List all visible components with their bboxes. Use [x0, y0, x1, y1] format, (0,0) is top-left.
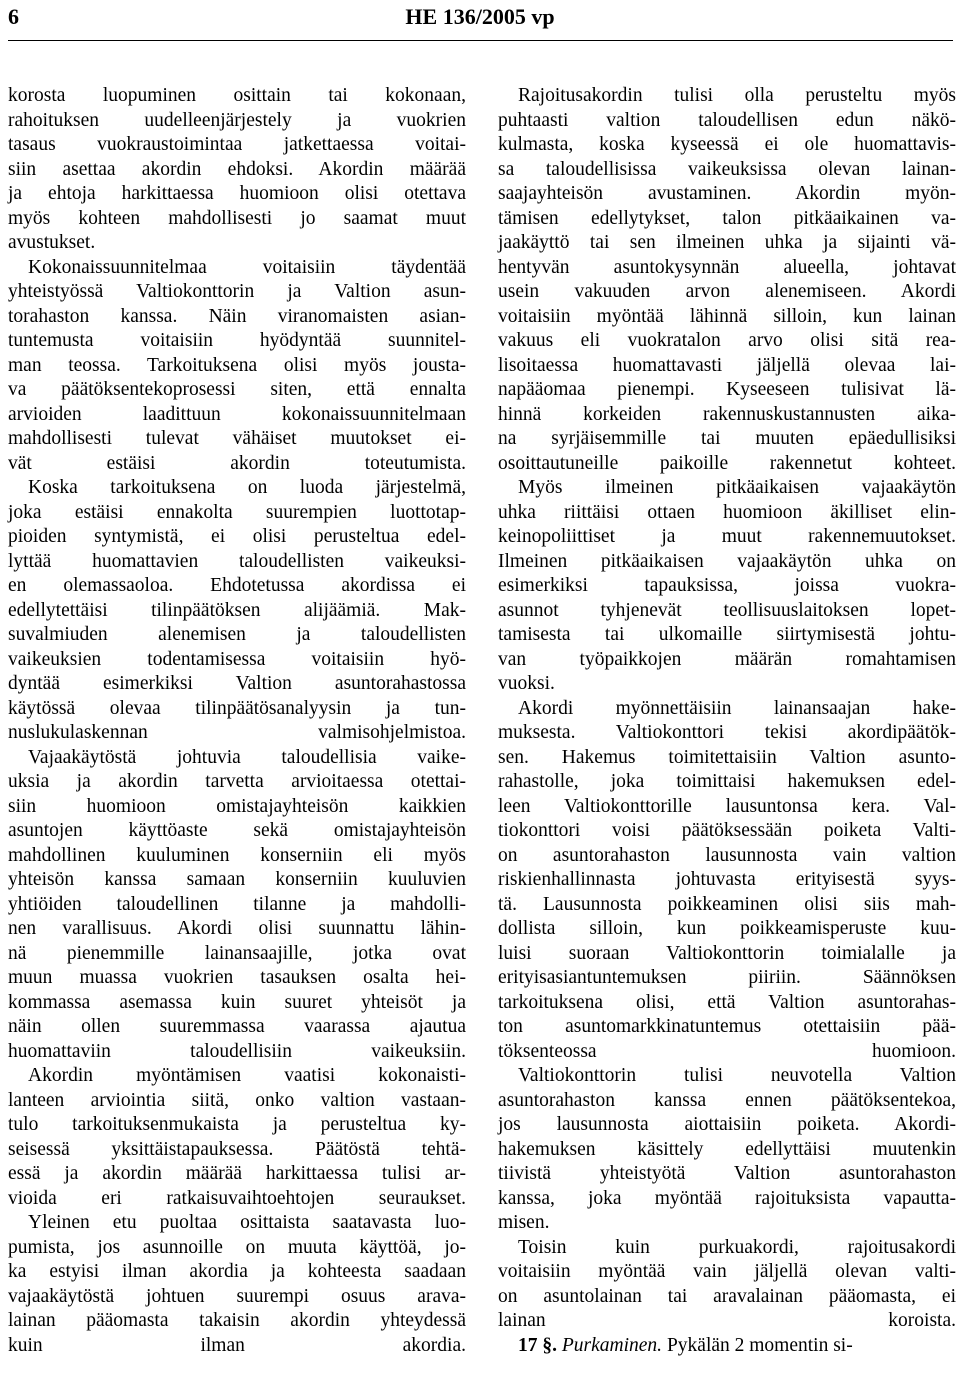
text-line: sen. Hakemus toimitettaisiin Valtion asunto- [498, 746, 956, 768]
text-line: tuntemusta voitaisiin hyödyntää suunnitel- [8, 330, 466, 351]
text-line: vuoksi. [498, 673, 555, 694]
text-line: pumista, jos asunnoille on muuta käyttöä, jo- [8, 1236, 466, 1258]
text-line: hinnä korkeiden rakennuskustannusten aika- [498, 403, 956, 425]
text-line: mahdollisesti tulevat vähäiset muutokset ei- [8, 428, 466, 449]
header-rule [8, 40, 953, 41]
section-title: Purkaminen. [561, 1334, 663, 1356]
text-line: siin huomioon omistajayhteisön kaikkien [8, 795, 466, 817]
text-line: jaakäyttö tai sen ilmeinen uhka ja sijainti vä- [498, 232, 956, 253]
text-line: dollista silloin, kun poikkeamisperuste kuu- [498, 918, 956, 939]
right-column [498, 84, 956, 1358]
text-line: voitaisiin myöntää lähinnä silloin, kun lainan [498, 305, 956, 327]
text-line: Yleinen etu puoltaa osittaista saatavasta luo- [28, 1212, 466, 1233]
text-line: misen. [498, 1212, 550, 1233]
text-line: Myös ilmeinen pitkäaikaisen vajaakäytön [518, 477, 956, 498]
section-number: 17 §. [518, 1334, 557, 1356]
text-line: napääomaa pienempi. Kyseeseen tulisivat lä- [498, 379, 956, 400]
text-line: puhtaasti valtion taloudellisen edun näkö- [498, 109, 956, 131]
text-line: siin asettaa akordin ehdoksi. Akordin määrää [8, 158, 466, 180]
text-line: lainan pääomasta takaisin akordin yhteydessä [8, 1310, 466, 1331]
left-column [8, 84, 466, 1358]
text-line: tiokonttori voisi päätöksessään poiketa Valti- [498, 820, 956, 841]
text-line: arvioiden laadittuun kokonaissuunnitelmaan [8, 403, 466, 425]
text-line: Kokonaissuunnitelmaa voitaisiin täydentää [28, 256, 466, 278]
text-line: dyntää esimerkiksi Valtion asuntorahastossa [8, 673, 466, 694]
text-line: jos lausunnosta aiottaisiin poiketa. Akordi- [498, 1114, 956, 1135]
text-line: lainan koroista. [498, 1310, 956, 1331]
text-line: asunnot tyhjenevät teollisuuslaitoksen lopet- [498, 599, 956, 621]
text-line: Valtiokonttorin tulisi neuvotella Valtion [518, 1065, 956, 1086]
text-line: kanssa, joka myöntää rajoituksista vapautta- [498, 1187, 956, 1209]
text-line: seisessä yksittäistapauksessa. Päätöstä tehtä- [8, 1138, 466, 1160]
section-heading-line [498, 1334, 956, 1359]
text-line: käytössä olevaa tilinpäätösanalyysin ja tun- [8, 697, 466, 719]
text-line: erityisasiantuntemuksen piiriin. Säännöksen [498, 967, 956, 988]
text-line: on asuntorahaston lausunnosta vain valtion [498, 844, 956, 866]
text-line: voitaisiin myöntää vain jäljellä olevan valti- [498, 1261, 956, 1282]
text-line: joka estäisi ennakolta suurempien luottotap- [8, 501, 466, 523]
text-line: tulo tarkoituksenmukaista ja perusteltua ky- [8, 1114, 466, 1135]
text-line: pioiden syntymistä, ei olisi perusteltua edel- [8, 526, 466, 547]
text-line: ja ehtoja harkittaessa huomioon olisi otettava [8, 183, 466, 204]
text-line: muun muassa vuokrien tasauksen osalta hei- [8, 967, 466, 988]
text-line: vät estäisi akordin toteutumista. [8, 452, 466, 474]
text-line: Akordin myöntämisen vaatisi kokonaisti- [28, 1065, 466, 1086]
text-line: lanteen arviointia siitä, onko valtion vastaan- [8, 1089, 466, 1111]
text-line: Vajaakäytöstä johtuvia taloudellisia vaike- [28, 746, 466, 768]
text-line: kuin ilman akordia. [8, 1334, 466, 1356]
text-line: Rajoitusakordin tulisi olla perusteltu myös [518, 85, 956, 106]
text-line: nen varallisuus. Akordi olisi suunnattu lähin- [8, 918, 466, 939]
text-line: esimerkiksi tapauksissa, joissa vuokra- [498, 575, 956, 596]
text-line: usein vakuuden arvon alenemiseen. Akordi [498, 281, 956, 302]
text-line: näin ollen suuremmassa vaarassa ajautua [8, 1016, 466, 1037]
text-line: vaikeuksien todentamisessa voitaisiin hyö- [8, 648, 466, 670]
section-text: Pykälän 2 momentin si- [662, 1334, 853, 1356]
text-line: man teossa. Tarkoituksena olisi myös jousta- [8, 354, 466, 376]
text-line: keinopoliittiset ja muut rakennemuutokset. [498, 526, 956, 547]
text-line: Akordi myönnettäisiin lainansaajan hake- [518, 697, 956, 719]
text-line: uhka riittäisi ottaen huomioon äkilliset elin- [498, 501, 956, 523]
text-line: myös kohteen mahdollisesti jo saamat muut [8, 207, 466, 229]
text-line: kommassa asemassa kuin suuret yhteisöt ja [8, 991, 466, 1013]
text-line: tamisesta tai ulkomaille siirtymisestä johtu- [498, 624, 956, 645]
text-line: mahdollinen kuuluminen konserniin eli myös [8, 844, 466, 866]
text-line: vakuus eli vuokratalon arvo olisi sitä rea- [498, 330, 956, 351]
text-line: Ilmeinen pitkäaikaisen vajaakäytön uhka on [498, 550, 956, 572]
text-line: yhteisön kanssa samaan konserniin kuuluvien [8, 869, 466, 890]
text-line: en olemassaoloa. Ehdotetussa akordissa ei [8, 575, 466, 596]
text-line: sa taloudellisissa vaikeuksissa olevan lainan- [498, 158, 956, 180]
text-line: yhteistyössä Valtiokonttorin ja Valtion asun- [8, 281, 466, 302]
text-line: rahastolle, joka toimittaisi hakemuksen edel- [498, 771, 956, 792]
text-line: tiivistä yhteistyötä Valtion asuntorahaston [498, 1163, 956, 1184]
page-header [0, 0, 960, 50]
text-line: osoittautuneille paikoille rakennetut kohteet. [498, 452, 956, 474]
text-line: tarkoituksena olisi, että Valtion asuntorahas- [498, 991, 956, 1013]
text-line: rahoituksen uudelleenjärjestely ja vuokrien [8, 109, 466, 131]
text-line: luisi suoraan Valtiokonttorin toimialalle ja [498, 942, 956, 964]
text-line: edellytettäisi tilinpäätöksen alijäämiä. Mak- [8, 599, 466, 621]
text-line: tasaus vuokraustoimintaa jatkettaessa voitai- [8, 134, 466, 155]
text-line: vajaakäytöstä johtuen suurempi osuus arava- [8, 1285, 466, 1307]
text-line: tä. Lausunnosta poikkeaminen olisi siis mah- [498, 893, 956, 915]
text-line: saajayhteisön avustaminen. Akordin myön- [498, 183, 956, 204]
text-line: muksesta. Valtiokonttori tekisi akordipäätök- [498, 722, 956, 743]
text-line: on asuntolainan tai aravalainan pääomasta, ei [498, 1285, 956, 1307]
text-line: asuntojen käyttöaste sekä omistajayhteisön [8, 820, 466, 841]
text-line: tämisen edellytykset, talon pitkäaikainen va- [498, 207, 956, 229]
text-line: suvalmiuden alenemisen ja taloudellisten [8, 624, 466, 645]
text-line: Koska tarkoituksena on luoda järjestelmä, [28, 477, 466, 498]
text-line: kulmasta, koska kyseessä ei ole huomattavis- [498, 134, 956, 155]
text-line: asuntorahaston kanssa ennen päätöksentekoa, [498, 1089, 956, 1111]
text-line: Toisin kuin purkuakordi, rajoitusakordi [518, 1236, 956, 1258]
text-line: korosta luopuminen osittain tai kokonaan, [8, 85, 466, 106]
text-line: yhtiöiden taloudellinen tilanne ja mahdolli- [8, 893, 466, 915]
text-line: nuslukulaskennan valmisohjelmistoa. [8, 722, 466, 743]
text-line: van työpaikkojen määrän romahtamisen [498, 648, 956, 670]
text-line: vioida eri ratkaisuvaihtoehtojen seuraukset. [8, 1187, 466, 1209]
page-number: 6 [8, 4, 19, 29]
text-line: na syrjäisemmille tai muuten epäedullisiksi [498, 428, 956, 449]
text-line: nä pienemmille lainansaajille, jotka ovat [8, 942, 466, 964]
text-line: huomattaviin taloudellisiin vaikeuksiin. [8, 1040, 466, 1062]
text-line: avustukset. [8, 232, 96, 253]
text-line: uksia ja akordin tarvetta arvioitaessa otettai- [8, 771, 466, 792]
text-line: va päätöksentekoprosessi siten, että ennalta [8, 379, 466, 400]
text-line: torahaston kanssa. Näin viranomaisten asian- [8, 305, 466, 327]
text-line: lyttää huomattavien taloudellisten vaikeuksi- [8, 550, 466, 572]
text-line: essä ja akordin määrää harkittaessa tulisi ar- [8, 1163, 466, 1184]
document-id: HE 136/2005 vp [405, 4, 555, 29]
text-line: hentyvän asuntokysynnän alueella, johtavat [498, 256, 956, 278]
text-line: ton asuntomarkkinatuntemus otettaisiin pää- [498, 1016, 956, 1037]
text-line: lisoitaessa huomattavasti jäljellä olevaa lai- [498, 354, 956, 376]
text-line: leen Valtiokonttorille lausuntonsa kera. Val- [498, 795, 956, 817]
text-line: töksenteossa huomioon. [498, 1040, 956, 1062]
text-line: hakemuksen käsittely edellyttäisi muutenkin [498, 1138, 956, 1160]
text-line: riskienhallinnasta johtuvasta erityisestä syys- [498, 869, 956, 890]
text-line: ka estyisi ilman akordia ja kohteesta saadaan [8, 1261, 466, 1282]
